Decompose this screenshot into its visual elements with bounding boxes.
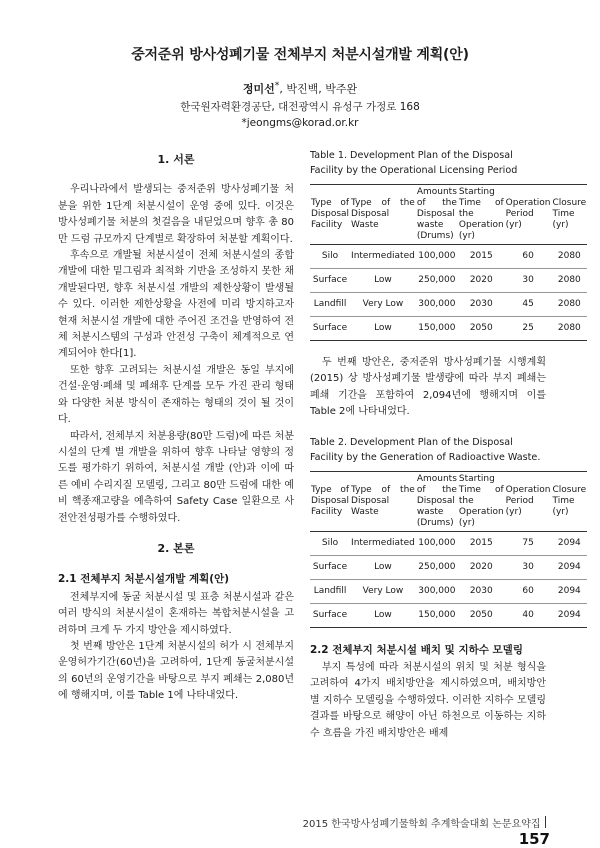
table-cell: 2015 — [458, 245, 505, 269]
table1 — [310, 184, 587, 341]
table-cell: 60 — [505, 245, 552, 269]
table-header-row — [310, 471, 587, 531]
table-cell: 2080 — [551, 293, 587, 317]
subsection-heading-2-1: 2.1 전체부지 처분시설개발 계획(안) — [58, 573, 230, 586]
intro-paragraph: 또한 향후 고려되는 처분시설 개발은 동일 부지에 건설·운영·폐쇄 및 폐쇄후 단계를 모두 가진 관리 형태와 다양한 처분 방식이 존재하는 형태의 것이 될 것이다. — [58, 364, 294, 426]
co-authors: , 박진백, 박주완 — [279, 82, 358, 96]
footer-text: 2015 한국방사성폐기물학회 추계학술대회 논문요약집 — [302, 819, 541, 830]
table-cell: 2030 — [458, 579, 505, 603]
left-column — [58, 148, 294, 705]
table-cell: 100,000 — [416, 245, 458, 269]
author-list — [0, 80, 600, 97]
table-cell: Intermediated — [350, 531, 416, 555]
table-cell: 45 — [505, 293, 552, 317]
page-footer — [300, 815, 550, 848]
table-cell: 2094 — [551, 531, 587, 555]
table-row — [310, 293, 587, 317]
section-heading-body: 2. 본론 — [157, 541, 195, 555]
table-cell: 25 — [505, 317, 552, 341]
table-row — [310, 579, 587, 603]
table-header-cell: Closure Time (yr) — [551, 185, 587, 245]
body-paragraph: 첫 번째 방안은 1단계 처분시설의 허가 시 전체부지 운영허가기간(60년)을 고려하여, 1단계 동굴처분시설의 60년의 운영기간을 바탕으로 부지 폐쇄는 2,080년에 행해지며, 이를 Table 1에 나타내었다. — [58, 640, 294, 702]
table-cell: Landfill — [310, 579, 350, 603]
table-header-cell: Type of Disposal Facility — [310, 185, 350, 245]
table-cell: 2020 — [458, 269, 505, 293]
table-cell: Landfill — [310, 293, 350, 317]
page-number: 157 — [518, 830, 550, 848]
table-cell: Low — [350, 555, 416, 579]
subsection-heading-2-2: 2.2 전체부지 처분시설 배치 및 지하수 모델링 — [310, 643, 523, 656]
section-heading-intro: 1. 서론 — [157, 153, 195, 166]
lead-author: 정미선 — [242, 82, 275, 96]
table-cell: 2094 — [551, 579, 587, 603]
table-cell: 100,000 — [416, 531, 458, 555]
table-cell: 30 — [505, 269, 552, 293]
footer-divider — [545, 816, 547, 828]
table-header-cell: Amounts of the Disposal waste (Drums) — [416, 185, 458, 245]
table-row — [310, 269, 587, 293]
table-cell: Surface — [310, 555, 350, 579]
table-cell: 2020 — [458, 555, 505, 579]
table-cell: Silo — [310, 531, 350, 555]
table-cell: 2094 — [551, 603, 587, 627]
table-header-cell: Starting Time of the Operation (yr) — [458, 471, 505, 531]
body-paragraph: 전체부지에 동굴 처분시설 및 표층 처분시설과 같은 여러 방식의 처분시설이 혼재하는 복합처분시설을 고려하며 크게 두 가지 방안을 제시하였다. — [58, 591, 294, 636]
table-cell: Surface — [310, 603, 350, 627]
table-cell: Silo — [310, 245, 350, 269]
table-header-cell: Starting Time of the Operation (yr) — [458, 185, 505, 245]
table-cell: 75 — [505, 531, 552, 555]
intro-paragraph: 따라서, 전체부지 처분용량(80만 드럼)에 따른 처분시설의 단계 별 개발을 위하여 향후 나타날 영향의 정도를 평가하기 위하여, 처분시설 개발 (안)과 이에 따른 예비 수리지질 모델링, 그리고 80만 드럼에 대한 예비 핵종재고량을 예측하여 Safety Case 일환으로 사전안전성평가를 수행하였다. — [58, 430, 294, 524]
table2 — [310, 471, 587, 628]
table-cell: 60 — [505, 579, 552, 603]
table-cell: Very Low — [350, 579, 416, 603]
table-cell: 2094 — [551, 555, 587, 579]
table-cell: 250,000 — [416, 269, 458, 293]
corresponding-mark: * — [274, 80, 280, 91]
intro-paragraph: 우리나라에서 발생되는 중저준위 방사성폐기물 처분을 위한 1단계 처분시설이 운영 중에 있다. 이것은 방사성폐기물 처분의 첫걸음을 내딛었으며 향후 총 80만 드럼 규모까지 단계별로 확장하여 처분할 계획이다. — [58, 184, 294, 245]
author-email: *jeongms@korad.or.kr — [241, 117, 359, 129]
table1-caption: Table 1. Development Plan of the Disposal Facility by the Operational Licensing Period — [310, 150, 518, 176]
table-cell: Low — [350, 603, 416, 627]
table-header-row — [310, 185, 587, 245]
table-cell: 300,000 — [416, 293, 458, 317]
table-cell: 300,000 — [416, 579, 458, 603]
table-cell: Surface — [310, 269, 350, 293]
body-paragraph: 부지 특성에 따라 처분시설의 위치 및 처분 형식을 고려하여 4가지 배치방안을 제시하였으며, 배치방안 별 지하수 모델링을 수행하였다. 이러한 지하수 모델링 결과를 바탕으로 해양이 아닌 하천으로 이동하는 지하수 흐름을 가진 배치방안은 배제 — [310, 662, 546, 739]
table-cell: 150,000 — [416, 317, 458, 341]
table-row — [310, 603, 587, 627]
table-cell: 2080 — [551, 245, 587, 269]
table-row — [310, 317, 587, 341]
table2-caption: Table 2. Development Plan of the Disposal Facility by the Generation of Radioactive Waste. — [310, 436, 541, 463]
table-cell: 2030 — [458, 293, 505, 317]
table-cell: 30 — [505, 555, 552, 579]
table-cell: 2050 — [458, 317, 505, 341]
table-row — [310, 531, 587, 555]
table-header-cell: Type of the Disposal Waste — [350, 471, 416, 531]
table-row — [310, 245, 587, 269]
table-cell: 2015 — [458, 531, 505, 555]
table-cell: Surface — [310, 317, 350, 341]
table-cell: 2080 — [551, 269, 587, 293]
right-column — [310, 148, 587, 742]
table-header-cell: Closure Time (yr) — [551, 471, 587, 531]
table-header-cell: Operation Period (yr) — [505, 185, 552, 245]
table-cell: 150,000 — [416, 603, 458, 627]
table-row — [310, 555, 587, 579]
table-header-cell: Amounts of the Disposal waste (Drums) — [416, 471, 458, 531]
table-header-cell: Type of Disposal Facility — [310, 471, 350, 531]
table-cell: 40 — [505, 603, 552, 627]
table-cell: 250,000 — [416, 555, 458, 579]
paper-title: 중저준위 방사성폐기물 전체부지 처분시설개발 계획(안) — [131, 47, 469, 63]
table-cell: 2080 — [551, 317, 587, 341]
table-header-cell: Type of the Disposal Waste — [350, 185, 416, 245]
body-paragraph: 두 번째 방안은, 중저준위 방사성폐기물 시행계획(2015) 상 방사성폐기물 발생량에 따라 부지 폐쇄는 폐쇄 기간을 포함하여 2,094년에 행해지며 이를 Table 2에 나타내었다. — [310, 357, 546, 418]
table-cell: Very Low — [350, 293, 416, 317]
table-cell: Low — [350, 317, 416, 341]
affiliation: 한국원자력환경공단, 대전광역시 유성구 가정로 168 — [180, 101, 420, 113]
table-cell: 2050 — [458, 603, 505, 627]
table-cell: Low — [350, 269, 416, 293]
table-header-cell: Operation Period (yr) — [505, 471, 552, 531]
table-cell: Intermediated — [350, 245, 416, 269]
intro-paragraph: 후속으로 개발될 처분시설이 전체 처분시설의 종합개발에 대한 밑그림과 최적화 기반을 조성하지 못한 채 개발된다면, 향후 처분시설 개발의 제한상황이 발생될 수 있다. 이러한 제한상황을 사전에 미리 방지하고자 현재 처분시설 개발에 대한 주어진 조건을 반영하여 전체 처분시스템의 구성과 안전성 구축이 체계적으로 연계되어야 한다[1]. — [58, 250, 294, 360]
